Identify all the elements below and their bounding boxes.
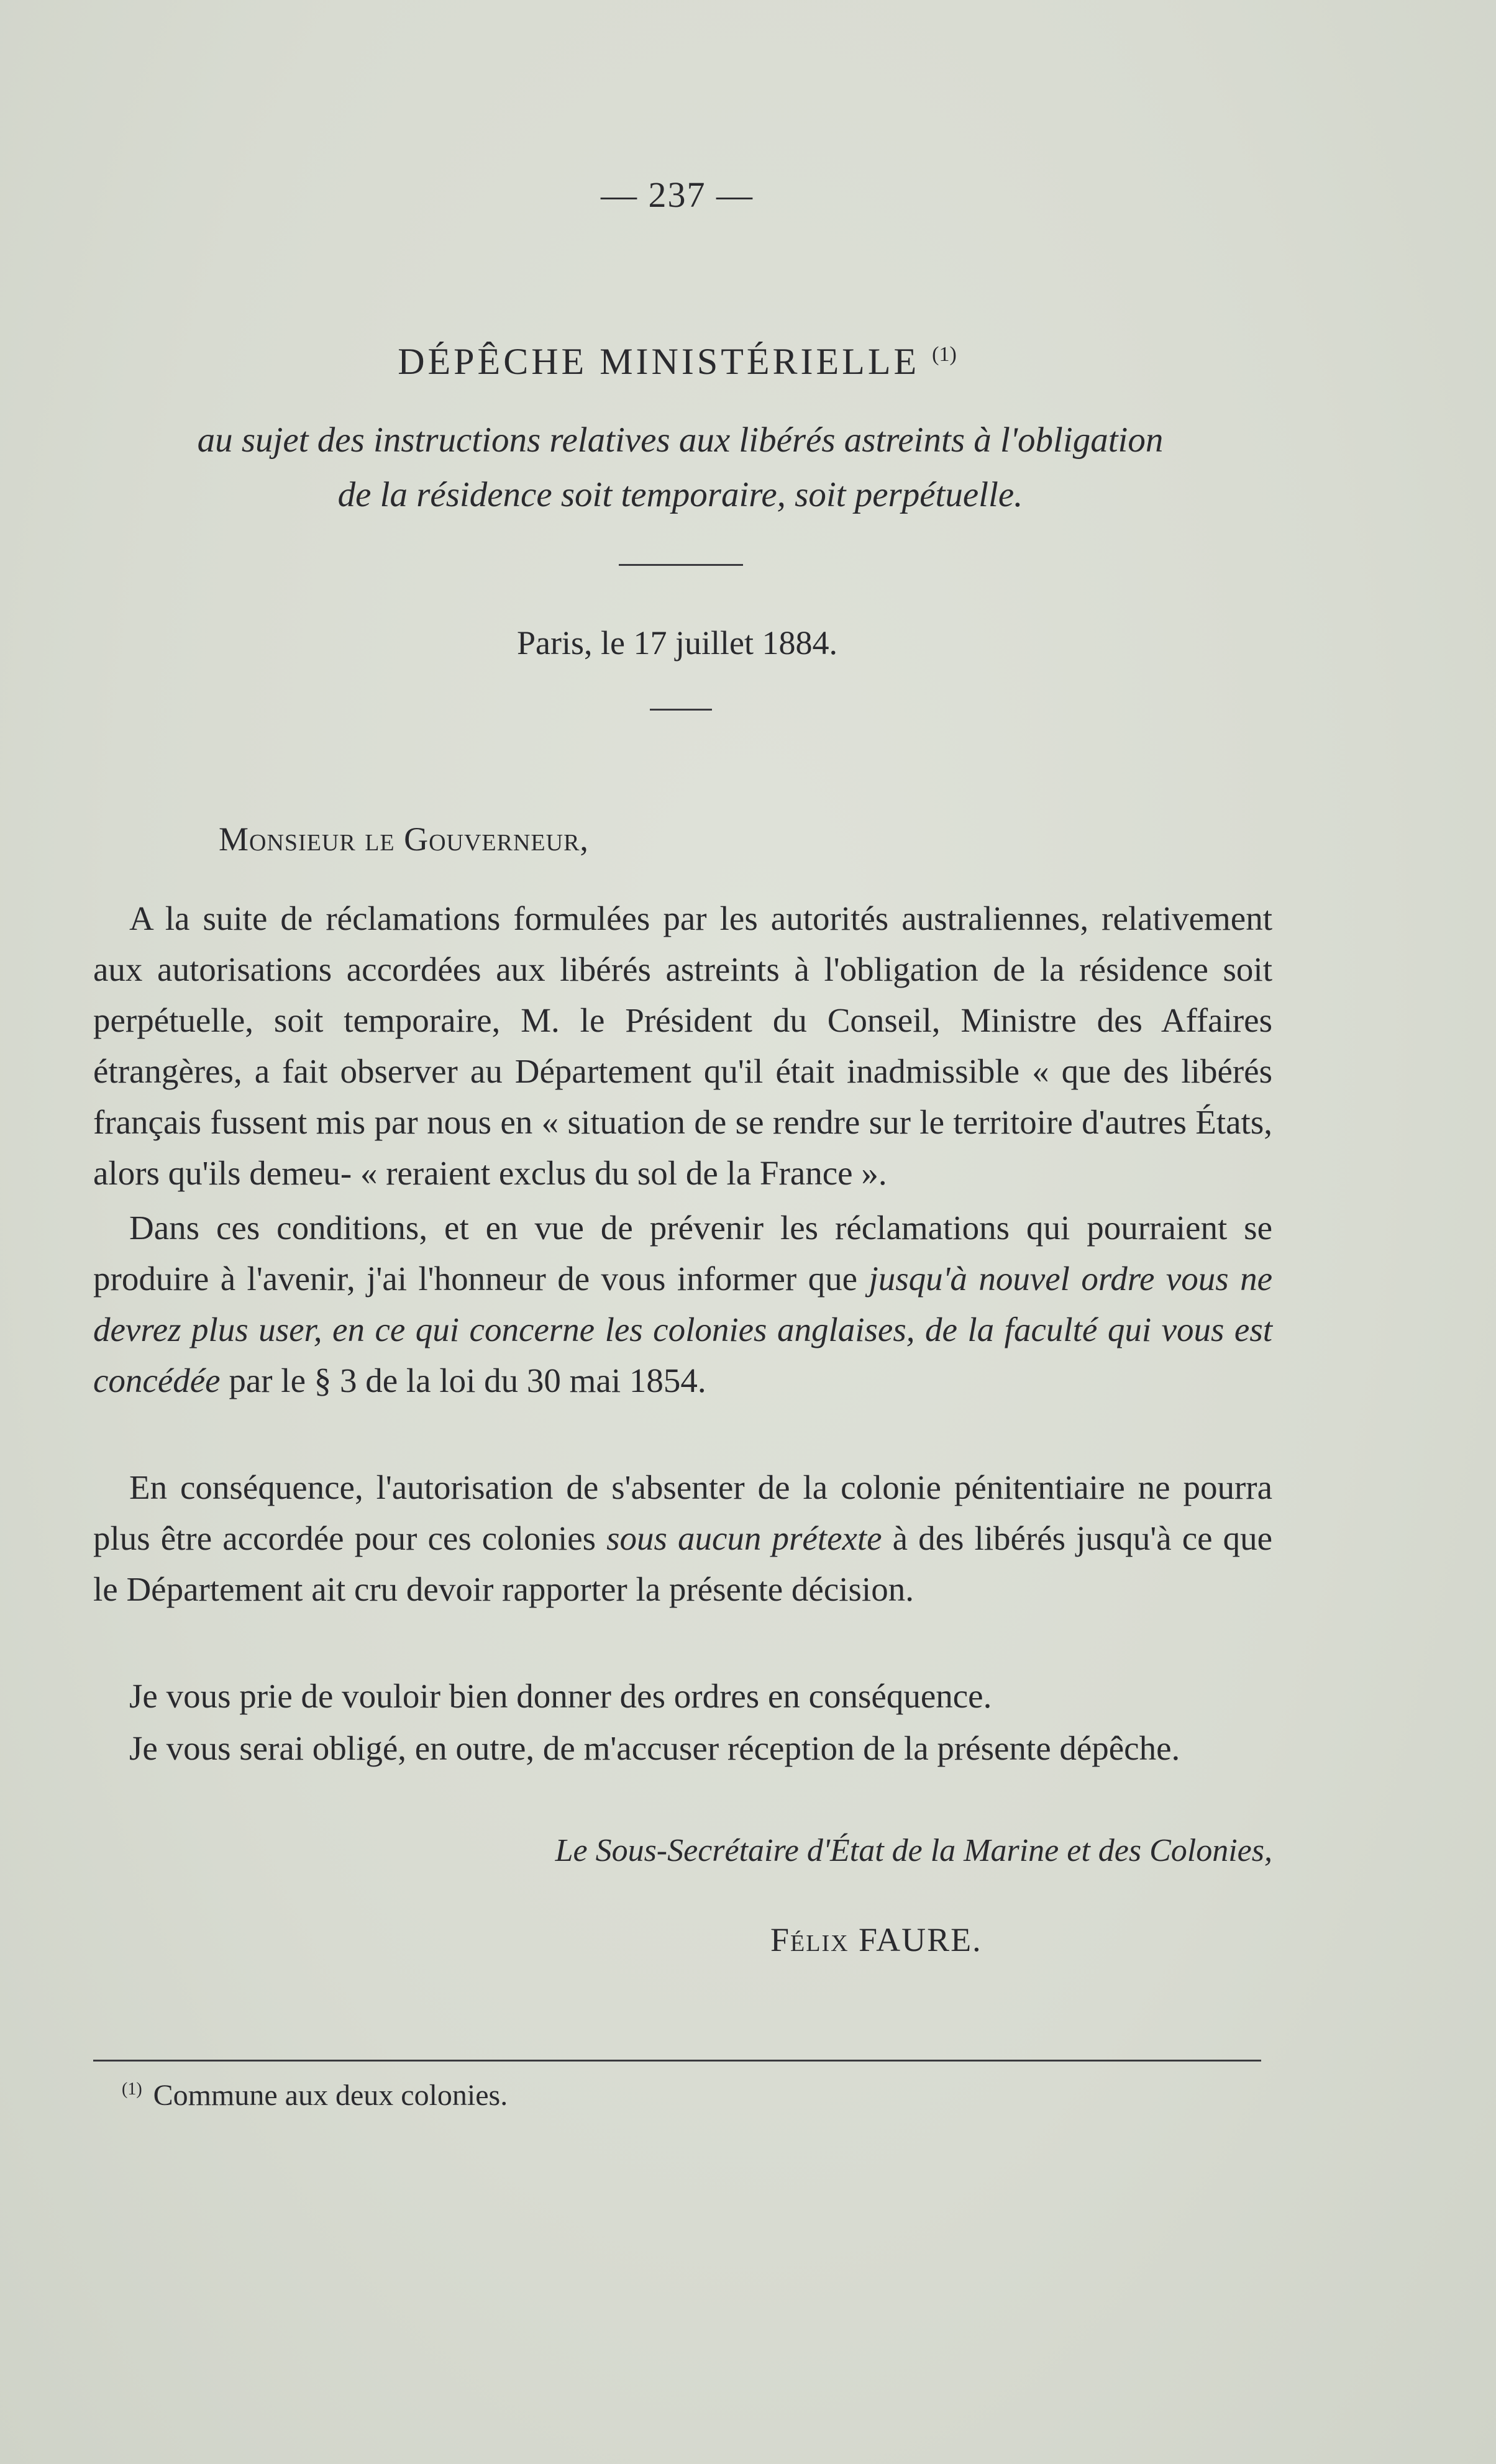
title-footnote-marker: (1) — [932, 343, 957, 366]
document-title — [0, 340, 1354, 383]
footnote-marker: (1) — [122, 2080, 142, 2099]
paragraph-4-text: Je vous prie de vouloir bien donner des ordres en conséquence. — [129, 1677, 992, 1715]
footnote — [122, 2078, 508, 2112]
paragraph-5 — [93, 1723, 1272, 1774]
paragraph-3-start: En conséquence, l'autorisation de s'absenter de la colonie pénitentiaire ne pourra plus être accordée pour ces colonies — [93, 1468, 1272, 1557]
footnote-text: Commune aux deux colonies. — [153, 2079, 508, 2112]
paragraph-3-emphasis: sous aucun prétexte — [606, 1519, 882, 1557]
footnote-separator — [93, 2060, 1261, 2062]
paragraph-1 — [93, 893, 1272, 1199]
divider-rule-short — [650, 709, 712, 711]
paragraph-5-text: Je vous serai obligé, en outre, de m'accuser réception de la présente dépêche. — [129, 1729, 1180, 1767]
paragraph-3-text — [93, 1462, 1272, 1615]
signature-name: Félix FAURE. — [770, 1921, 982, 1958]
title-text: DÉPÊCHE MINISTÉRIELLE — [398, 341, 920, 382]
page-number: — 237 — — [601, 175, 754, 215]
signature-role: Le Sous-Secrétaire d'État de la Marine et des Colonies, — [555, 1833, 1272, 1868]
dateline: Paris, le 17 juillet 1884. — [517, 624, 837, 661]
paragraph-2-text — [93, 1202, 1272, 1406]
paragraph-2-emphasis: jusqu'à nouvel ordre vous ne devrez plus user, en ce qui concerne les colonies anglaises, de la faculté qui vous est concédée — [93, 1260, 1272, 1399]
subtitle-line-1: au sujet des instructions relatives aux libérés astreints à l'obligation — [197, 421, 1164, 460]
paragraph-4 — [93, 1671, 1272, 1722]
paragraph-2-end: par le § 3 de la loi du 30 mai 1854. — [220, 1362, 706, 1399]
paragraph-3-end: à des libérés jusqu'à ce que le Département ait cru devoir rapporter la présente décision. — [93, 1519, 1272, 1608]
divider-rule — [619, 564, 743, 566]
paragraph-2-start: Dans ces conditions, et en vue de prévenir les réclamations qui pourraient se produire à l'avenir, j'ai l'honneur de vous informer que — [93, 1209, 1272, 1298]
paragraph-3 — [93, 1462, 1272, 1615]
subtitle-line-2: de la résidence soit temporaire, soit perpétuelle. — [337, 475, 1023, 514]
paragraph-2 — [93, 1202, 1272, 1406]
salutation: Monsieur le Gouverneur, — [219, 821, 589, 858]
paragraph-1-text: A la suite de réclamations formulées par les autorités australiennes, relativement aux autorisations accordées aux libérés astreints à l'obligation de la résidence soit perpétuelle, soit temporaire, M. le Président du Conseil, Ministre des Affaires étrangères, a fait observer au Département qu'il était inadmissible « que des libérés français fussent mis par nous en « situation de se rendre sur le territoire d'autres États, alors qu'ils demeu- « reraient exclus du sol de la France ». — [93, 899, 1272, 1192]
